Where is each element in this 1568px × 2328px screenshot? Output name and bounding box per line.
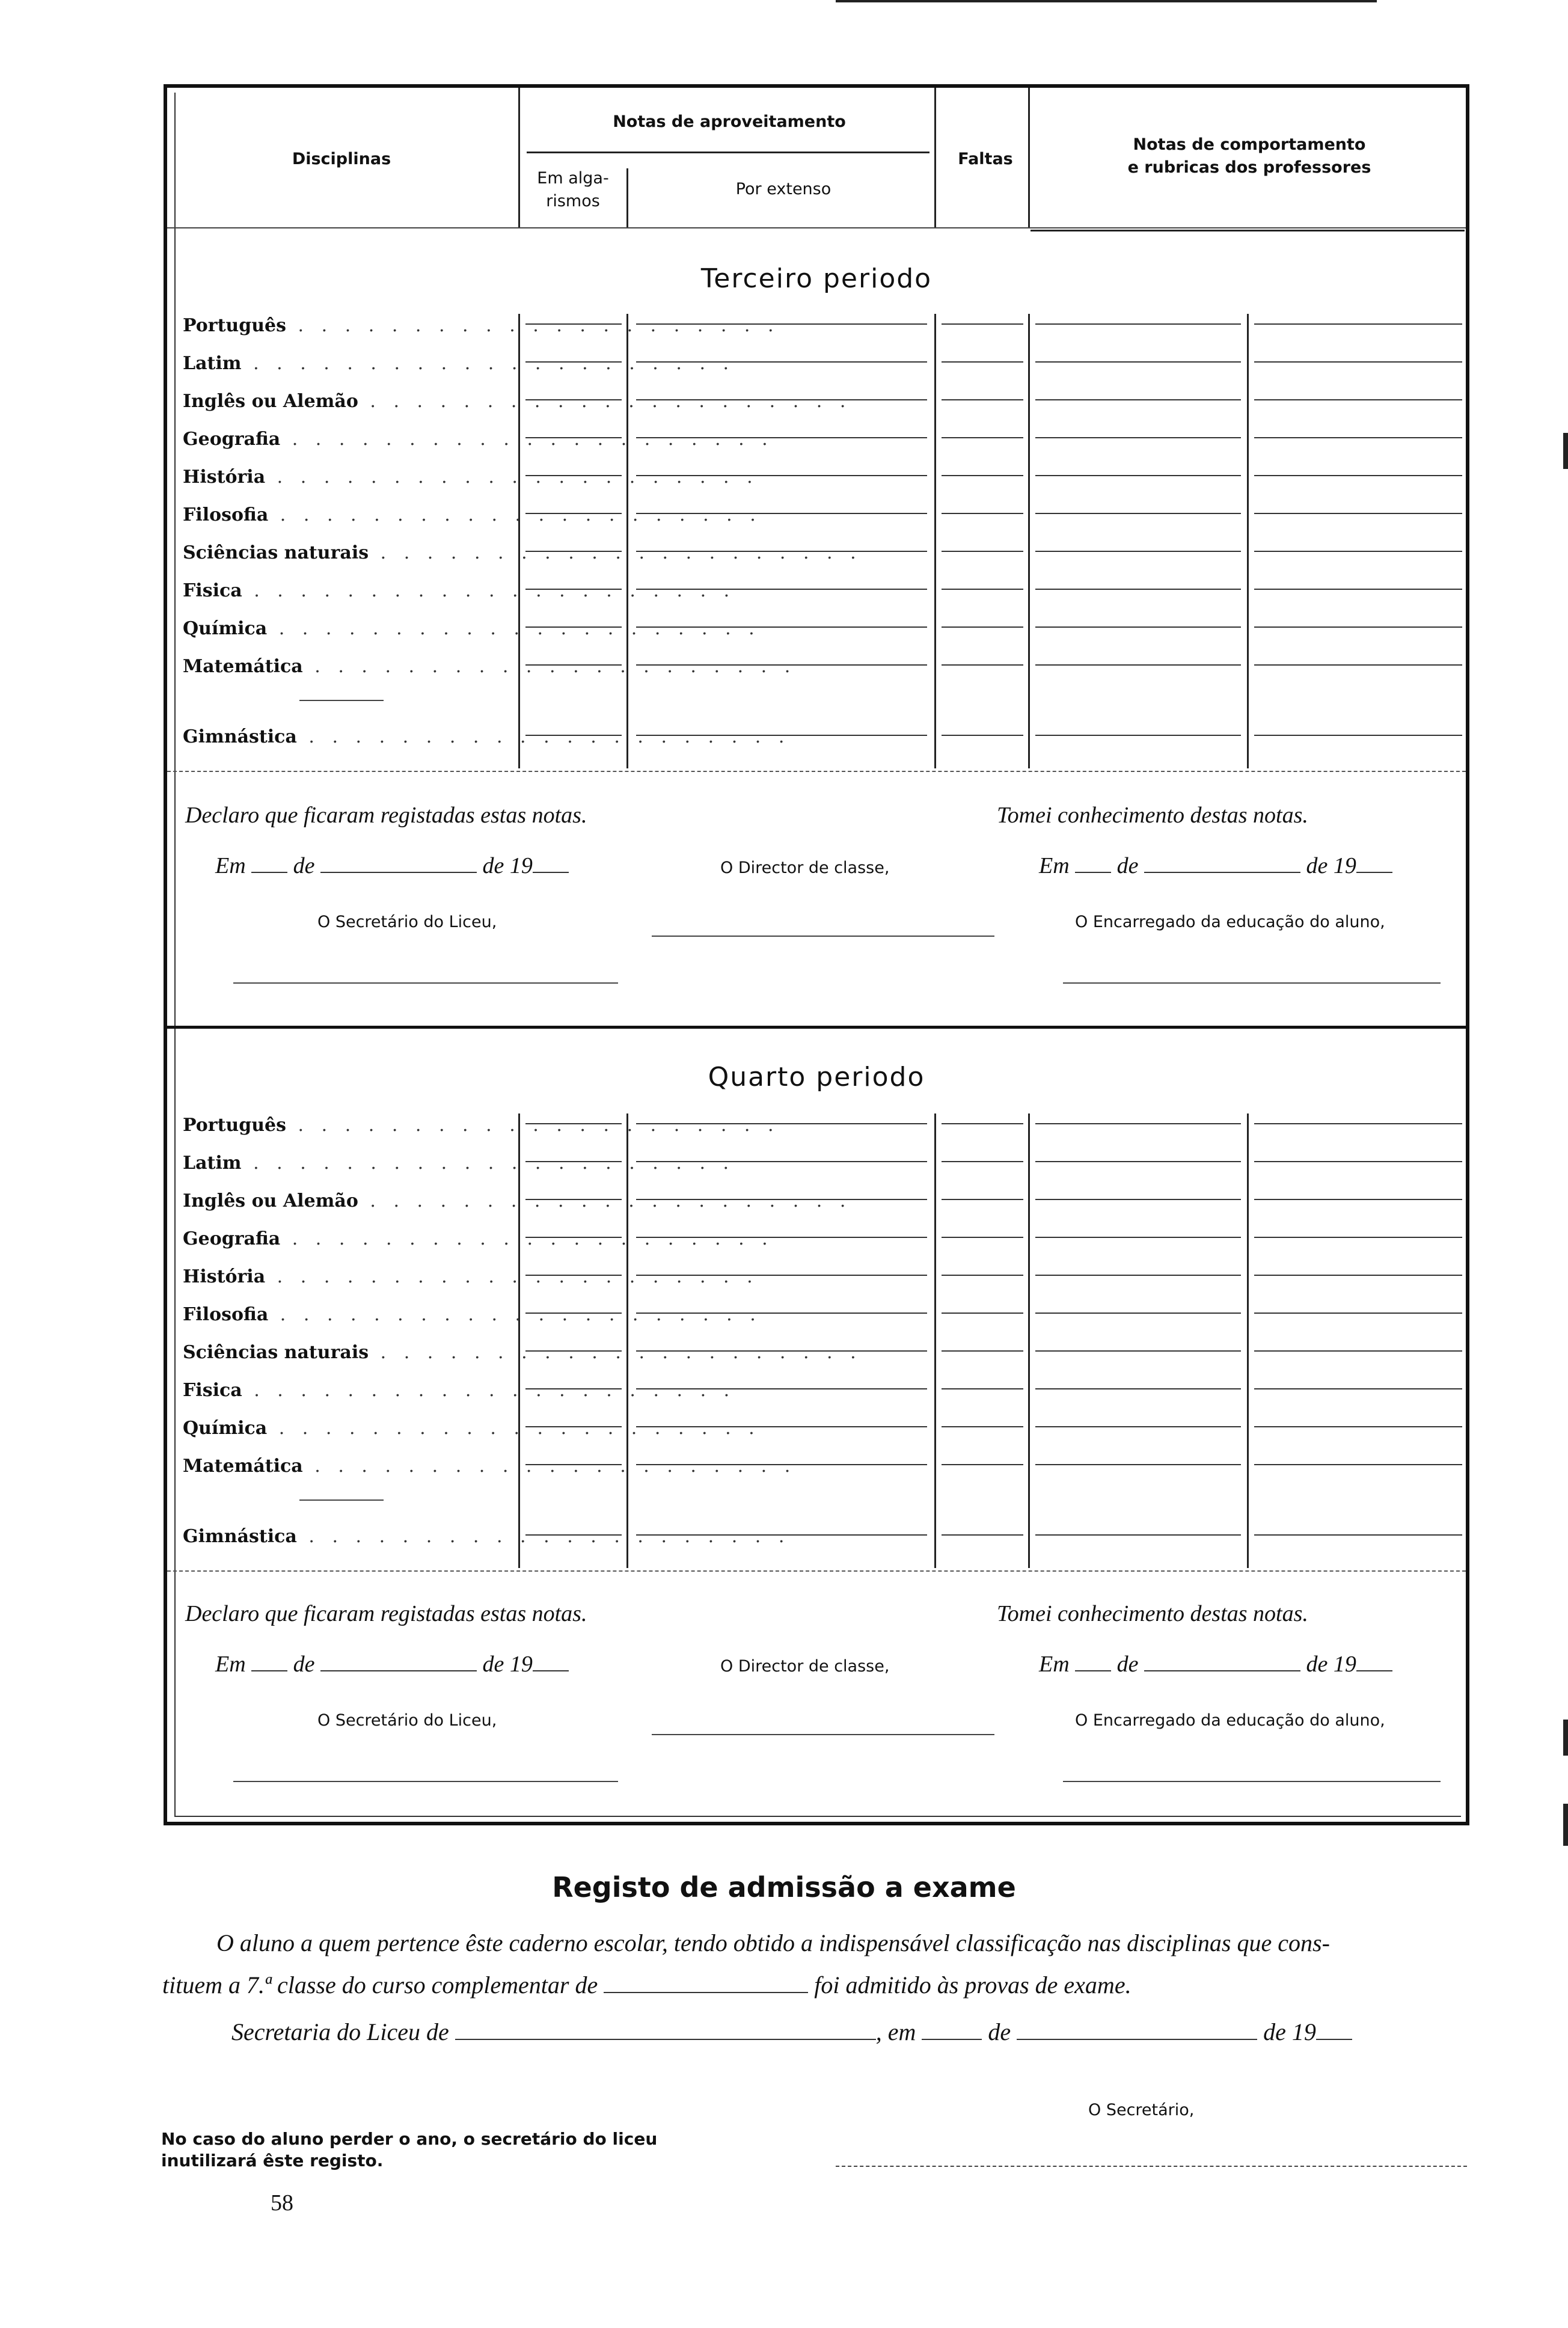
de19-label: de 19 <box>482 853 533 878</box>
grade-entry-line[interactable] <box>525 626 622 628</box>
subject-name: Geografia <box>183 429 281 450</box>
subject-label <box>183 1456 797 1482</box>
date-line-right <box>1039 853 1392 879</box>
grade-entry-line[interactable] <box>1254 589 1462 590</box>
grade-entry-line[interactable] <box>1035 1199 1241 1200</box>
secretario-liceu-label: O Secretário do Liceu, <box>317 913 497 931</box>
subject-name: Química <box>183 618 268 639</box>
header-notas-comportamento: Notas de comportamento e rubricas dos professores <box>1127 135 1371 177</box>
grade-entry-line[interactable] <box>942 589 1023 590</box>
registo-secretario-label: O Secretário, <box>1088 2101 1195 2119</box>
grade-entry-line[interactable] <box>525 1388 622 1389</box>
leader-dots: . . . . . . . . . . . . . . . . . . . . . <box>280 1228 774 1249</box>
registo-note: No caso do aluno perder o ano, o secretário do liceu inutilizará êste registo. <box>161 2129 658 2170</box>
section-quarto-bottom <box>167 1570 1466 1572</box>
subject-label <box>183 1228 774 1255</box>
de-label: de <box>1116 1652 1139 1677</box>
grades-table <box>164 84 1469 1825</box>
de19-label: de 19 <box>1263 2018 1316 2045</box>
grade-entry-line[interactable] <box>1035 1534 1241 1536</box>
subject-name: Geografia <box>183 1228 281 1249</box>
grade-entry-line[interactable] <box>942 1313 1023 1314</box>
col-divider <box>934 314 936 768</box>
subject-name: História <box>183 1266 266 1287</box>
grade-entry-line[interactable] <box>525 1275 622 1276</box>
grade-entry-line[interactable] <box>525 513 622 514</box>
header-bottom-rule <box>167 227 1466 228</box>
grade-entry-line[interactable] <box>1035 735 1241 736</box>
grade-entry-line[interactable] <box>1254 399 1462 400</box>
grade-entry-line[interactable] <box>636 1237 927 1238</box>
em-label: , em <box>875 2018 916 2045</box>
subject-name: Química <box>183 1418 268 1439</box>
grade-entry-line[interactable] <box>525 399 622 400</box>
subject-label <box>183 1380 736 1406</box>
registo-admitido-label: foi admitido às provas de exame. <box>814 1971 1132 1999</box>
year-blank[interactable] <box>533 1652 569 1671</box>
subject-name: História <box>183 467 266 488</box>
registo-para1-line1: O aluno a quem pertence êste caderno escolar, tendo obtido a indispensável classificação nas disciplinas que cons- <box>216 1929 1330 1956</box>
grade-entry-line[interactable] <box>1035 513 1241 514</box>
grade-entry-line[interactable] <box>1254 1199 1462 1200</box>
grade-entry-line[interactable] <box>1035 664 1241 666</box>
leader-dots: . . . . . . . . . . . . . . . . . . . . . <box>296 726 791 747</box>
grade-entry-line[interactable] <box>1035 1388 1241 1389</box>
grade-entry-line[interactable] <box>1035 323 1241 325</box>
year-blank[interactable] <box>1356 854 1392 873</box>
header-faltas: Faltas <box>958 150 1013 168</box>
grade-entry-line[interactable] <box>1254 1275 1462 1276</box>
grade-entry-line[interactable] <box>1035 1426 1241 1427</box>
grade-entry-line[interactable] <box>525 551 622 552</box>
date-line-right <box>1039 1651 1392 1677</box>
em-label: Em <box>1039 1652 1070 1677</box>
day-blank[interactable] <box>922 2021 982 2040</box>
grade-entry-line[interactable] <box>636 735 927 736</box>
grade-entry-line[interactable] <box>525 735 622 736</box>
grade-entry-line[interactable] <box>636 1464 927 1465</box>
date-line-left <box>215 1651 569 1677</box>
grade-entry-line[interactable] <box>942 1426 1023 1427</box>
month-blank[interactable] <box>1144 854 1300 873</box>
grade-entry-line[interactable] <box>942 437 1023 438</box>
subject-name: Gimnástica <box>183 1526 297 1547</box>
declaro-text: Declaro que ficaram registadas estas notas. <box>185 1601 587 1626</box>
month-blank[interactable] <box>1144 1652 1300 1671</box>
de-label: de <box>1116 853 1139 878</box>
de-label: de <box>293 853 315 878</box>
col-divider <box>1247 1113 1249 1568</box>
grade-entry-line[interactable] <box>1254 1313 1462 1314</box>
director-signature-line[interactable] <box>652 1734 994 1735</box>
subject-name: Sciências naturais <box>183 542 369 563</box>
leader-dots: . . . . . . . . . . . . . . . . . . . . . <box>242 580 736 601</box>
subject-label <box>183 315 780 342</box>
leader-dots: . . . . . . . . . . . . . . . . . . . . . <box>358 391 852 412</box>
grade-entry-line[interactable] <box>1035 399 1241 400</box>
leader-dots: . . . . . . . . . . . . . . . . . . . . . <box>242 1380 736 1401</box>
leader-dots: . . . . . . . . . . . . . . . . . . . . . <box>369 542 862 563</box>
subject-name: Matemática <box>183 656 303 677</box>
col-divider <box>518 314 520 768</box>
subject-name: Filosofia <box>183 504 269 525</box>
section-title-quarto: Quarto periodo <box>708 1062 925 1092</box>
grade-entry-line[interactable] <box>525 1313 622 1314</box>
encarregado-label: O Encarregado da educação do aluno, <box>1075 913 1385 931</box>
grade-entry-line[interactable] <box>525 475 622 476</box>
grade-entry-line[interactable] <box>636 437 927 438</box>
day-blank[interactable] <box>251 854 287 873</box>
year-blank[interactable] <box>1356 1652 1392 1671</box>
curso-blank[interactable] <box>604 1974 808 1993</box>
grade-entry-line[interactable] <box>1035 1161 1241 1162</box>
short-rule <box>299 700 384 701</box>
grade-entry-line[interactable] <box>525 1237 622 1238</box>
subject-label <box>183 1418 761 1444</box>
leader-dots: . . . . . . . . . . . . . . . . . . . . . <box>302 1456 797 1477</box>
subject-label <box>183 656 797 682</box>
grade-entry-line[interactable] <box>636 399 927 400</box>
grade-entry-line[interactable] <box>1035 551 1241 552</box>
director-signature-line[interactable] <box>652 936 994 937</box>
subject-name: Matemática <box>183 1456 303 1477</box>
grade-entry-line[interactable] <box>636 626 927 628</box>
grade-entry-line[interactable] <box>1254 1388 1462 1389</box>
header-bottom-rule-right <box>1031 230 1465 231</box>
subject-label <box>183 1115 780 1141</box>
subject-name: Inglês ou Alemão <box>183 391 358 412</box>
encarregado-signature-line[interactable] <box>1063 1781 1441 1782</box>
grade-entry-line[interactable] <box>636 1275 927 1276</box>
grade-entry-line[interactable] <box>636 361 927 363</box>
tomei-text: Tomei conhecimento destas notas. <box>997 803 1308 828</box>
subject-label <box>183 1153 735 1179</box>
grade-entry-line[interactable] <box>942 664 1023 666</box>
section-title-terceiro: Terceiro periodo <box>700 263 933 294</box>
grade-entry-line[interactable] <box>525 1123 622 1124</box>
secretario-signature-line[interactable] <box>233 982 618 984</box>
leader-dots: . . . . . . . . . . . . . . . . . . . . . <box>268 504 762 525</box>
date-line-left <box>215 853 569 879</box>
subject-name: Latim <box>183 353 242 374</box>
grade-entry-line[interactable] <box>1254 1350 1462 1352</box>
subject-label <box>183 726 791 753</box>
grade-entry-line[interactable] <box>942 626 1023 628</box>
grade-entry-line[interactable] <box>525 589 622 590</box>
grade-entry-line[interactable] <box>1254 664 1462 666</box>
subject-name: Português <box>183 1115 287 1136</box>
col-divider <box>626 168 628 227</box>
grade-entry-line[interactable] <box>1254 513 1462 514</box>
subject-label <box>183 353 735 379</box>
grade-entry-line[interactable] <box>636 1313 927 1314</box>
grade-entry-line[interactable] <box>636 1534 927 1536</box>
grade-entry-line[interactable] <box>525 1161 622 1162</box>
director-label: O Director de classe, <box>720 859 890 877</box>
grade-entry-line[interactable] <box>942 735 1023 736</box>
subject-label <box>183 1526 791 1552</box>
grade-entry-line[interactable] <box>942 1388 1023 1389</box>
grade-entry-line[interactable] <box>942 361 1023 363</box>
col-divider <box>626 314 628 768</box>
grade-entry-line[interactable] <box>1035 589 1241 590</box>
subject-label <box>183 429 774 455</box>
grade-entry-line[interactable] <box>1254 735 1462 736</box>
col-divider <box>1028 314 1030 768</box>
subject-label <box>183 504 762 531</box>
grade-entry-line[interactable] <box>636 475 927 476</box>
leader-dots: . . . . . . . . . . . . . . . . . . . . . <box>296 1526 791 1547</box>
grade-entry-line[interactable] <box>1254 475 1462 476</box>
grade-entry-line[interactable] <box>636 1161 927 1162</box>
short-rule <box>299 1499 384 1501</box>
margin-mark <box>1563 1720 1568 1756</box>
registo-curso-label: tituem a 7.ª classe do curso complementar de <box>162 1971 598 1999</box>
leader-dots: . . . . . . . . . . . . . . . . . . . . . <box>267 618 761 639</box>
subject-label <box>183 580 736 607</box>
subject-name: Sciências naturais <box>183 1342 369 1363</box>
grade-entry-line[interactable] <box>1035 626 1241 628</box>
col-divider <box>518 88 520 227</box>
secretaria-label: Secretaria do Liceu de <box>231 2018 449 2045</box>
grade-entry-line[interactable] <box>942 1275 1023 1276</box>
subject-label <box>183 391 852 417</box>
em-label: Em <box>1039 853 1070 878</box>
grade-entry-line[interactable] <box>1035 475 1241 476</box>
inner-frame <box>174 93 1461 1817</box>
grade-entry-line[interactable] <box>1035 361 1241 363</box>
encarregado-label: O Encarregado da educação do aluno, <box>1075 1711 1385 1730</box>
grade-entry-line[interactable] <box>525 664 622 666</box>
leader-dots: . . . . . . . . . . . . . . . . . . . . . <box>241 1153 735 1174</box>
grade-entry-line[interactable] <box>525 1199 622 1200</box>
grade-entry-line[interactable] <box>1035 1350 1241 1352</box>
subject-name: Filosofia <box>183 1304 269 1325</box>
de19-label: de 19 <box>1306 1652 1356 1677</box>
grade-entry-line[interactable] <box>636 1388 927 1389</box>
day-blank[interactable] <box>1075 854 1111 873</box>
subject-label <box>183 1266 759 1293</box>
grade-entry-line[interactable] <box>1254 323 1462 325</box>
margin-mark <box>1563 433 1568 469</box>
subject-name: Gimnástica <box>183 726 297 747</box>
day-blank[interactable] <box>1075 1652 1111 1671</box>
declaro-text: Declaro que ficaram registadas estas notas. <box>185 803 587 828</box>
grade-entry-line[interactable] <box>1035 437 1241 438</box>
grade-entry-line[interactable] <box>1254 1426 1462 1427</box>
de19-label: de 19 <box>1306 853 1356 878</box>
grade-entry-line[interactable] <box>636 1350 927 1352</box>
year-blank[interactable] <box>533 854 569 873</box>
registo-para1-line2 <box>162 1971 1132 1999</box>
em-label: Em <box>215 853 246 878</box>
header-disciplinas: Disciplinas <box>292 150 391 168</box>
col-divider <box>1028 1113 1030 1568</box>
grade-entry-line[interactable] <box>636 589 927 590</box>
header-em-algarismos: Em alga- rismos <box>537 169 609 210</box>
grade-entry-line[interactable] <box>636 551 927 552</box>
grade-entry-line[interactable] <box>525 1350 622 1352</box>
grade-entry-line[interactable] <box>1254 1161 1462 1162</box>
col-divider <box>518 1113 520 1568</box>
grade-entry-line[interactable] <box>525 1464 622 1465</box>
header-notas-aproveitamento: Notas de aproveitamento <box>613 112 846 131</box>
month-blank[interactable] <box>1017 2021 1257 2040</box>
grade-entry-line[interactable] <box>1254 551 1462 552</box>
subject-label <box>183 618 761 645</box>
grade-entry-line[interactable] <box>525 1426 622 1427</box>
encarregado-signature-line[interactable] <box>1063 982 1441 984</box>
grade-entry-line[interactable] <box>942 1464 1023 1465</box>
liceu-blank[interactable] <box>455 2021 876 2040</box>
leader-dots: . . . . . . . . . . . . . . . . . . . . . <box>302 656 797 677</box>
grade-entry-line[interactable] <box>636 323 927 325</box>
grade-entry-line[interactable] <box>1035 1464 1241 1465</box>
grade-entry-line[interactable] <box>942 551 1023 552</box>
month-blank[interactable] <box>320 1652 477 1671</box>
grade-entry-line[interactable] <box>525 323 622 325</box>
grade-entry-line[interactable] <box>942 475 1023 476</box>
grade-entry-line[interactable] <box>942 1123 1023 1124</box>
de-label: de <box>988 2018 1011 2045</box>
top-edge-rule <box>836 0 1377 2</box>
leader-dots: . . . . . . . . . . . . . . . . . . . . . <box>267 1418 761 1439</box>
grade-entry-line[interactable] <box>636 1426 927 1427</box>
grade-entry-line[interactable] <box>942 513 1023 514</box>
grade-entry-line[interactable] <box>525 1534 622 1536</box>
grade-entry-line[interactable] <box>1035 1275 1241 1276</box>
section-terceiro-bottom <box>167 771 1466 772</box>
tomei-text: Tomei conhecimento destas notas. <box>997 1601 1308 1626</box>
grade-entry-line[interactable] <box>1035 1313 1241 1314</box>
leader-dots: . . . . . . . . . . . . . . . . . . . . . <box>265 467 759 488</box>
grade-entry-line[interactable] <box>1254 1464 1462 1465</box>
margin-mark <box>1563 1804 1568 1846</box>
month-blank[interactable] <box>320 854 477 873</box>
registo-title: Registo de admissão a exame <box>552 1871 1016 1904</box>
leader-dots: . . . . . . . . . . . . . . . . . . . . . <box>369 1342 862 1363</box>
grade-entry-line[interactable] <box>1254 1534 1462 1536</box>
grade-entry-line[interactable] <box>942 323 1023 325</box>
subject-label <box>183 1342 862 1368</box>
year-blank[interactable] <box>1316 2021 1352 2040</box>
subject-name: Latim <box>183 1153 242 1174</box>
grade-entry-line[interactable] <box>525 437 622 438</box>
col-divider <box>934 1113 936 1568</box>
section-separator <box>167 1026 1466 1029</box>
col-divider <box>1247 314 1249 768</box>
page-number: 58 <box>271 2190 293 2216</box>
col-divider <box>1028 88 1030 227</box>
leader-dots: . . . . . . . . . . . . . . . . . . . . . <box>265 1266 759 1287</box>
grade-entry-line[interactable] <box>1254 1123 1462 1124</box>
grade-entry-line[interactable] <box>636 664 927 666</box>
de-label: de <box>293 1652 315 1677</box>
grade-entry-line[interactable] <box>942 1199 1023 1200</box>
leader-dots: . . . . . . . . . . . . . . . . . . . . . <box>286 315 780 336</box>
grade-entry-line[interactable] <box>636 1123 927 1124</box>
leader-dots: . . . . . . . . . . . . . . . . . . . . . <box>358 1190 852 1211</box>
subject-label <box>183 1190 852 1217</box>
col-divider <box>934 88 936 227</box>
subject-name: Fisica <box>183 580 242 601</box>
grade-entry-line[interactable] <box>1254 1237 1462 1238</box>
grade-entry-line[interactable] <box>942 399 1023 400</box>
col-divider <box>626 1113 628 1568</box>
grade-entry-line[interactable] <box>525 361 622 363</box>
day-blank[interactable] <box>251 1652 287 1671</box>
leader-dots: . . . . . . . . . . . . . . . . . . . . . <box>268 1304 762 1325</box>
registo-signature-line[interactable] <box>836 2166 1467 2167</box>
subject-name: Português <box>183 315 287 336</box>
director-label: O Director de classe, <box>720 1657 890 1676</box>
grade-entry-line[interactable] <box>636 1199 927 1200</box>
registo-para2 <box>231 2018 1352 2046</box>
grade-entry-line[interactable] <box>1254 361 1462 363</box>
grade-entry-line[interactable] <box>942 1237 1023 1238</box>
subject-label <box>183 467 759 493</box>
header-por-extenso: Por extenso <box>735 180 831 198</box>
grade-entry-line[interactable] <box>942 1350 1023 1352</box>
leader-dots: . . . . . . . . . . . . . . . . . . . . . <box>280 429 774 450</box>
grade-entry-line[interactable] <box>942 1534 1023 1536</box>
leader-dots: . . . . . . . . . . . . . . . . . . . . . <box>241 353 735 374</box>
de19-label: de 19 <box>482 1652 533 1677</box>
grade-entry-line[interactable] <box>1035 1123 1241 1124</box>
table-header <box>167 88 1466 227</box>
secretario-liceu-label: O Secretário do Liceu, <box>317 1711 497 1730</box>
grade-entry-line[interactable] <box>1254 626 1462 628</box>
grade-entry-line[interactable] <box>1254 437 1462 438</box>
subject-label <box>183 1304 762 1331</box>
subject-name: Inglês ou Alemão <box>183 1190 358 1211</box>
em-label: Em <box>215 1652 246 1677</box>
subject-label <box>183 542 862 569</box>
grade-entry-line[interactable] <box>942 1161 1023 1162</box>
grade-entry-line[interactable] <box>1035 1237 1241 1238</box>
leader-dots: . . . . . . . . . . . . . . . . . . . . . <box>286 1115 780 1136</box>
secretario-signature-line[interactable] <box>233 1781 618 1782</box>
grade-entry-line[interactable] <box>636 513 927 514</box>
header-rule <box>527 152 929 153</box>
subject-name: Fisica <box>183 1380 242 1401</box>
